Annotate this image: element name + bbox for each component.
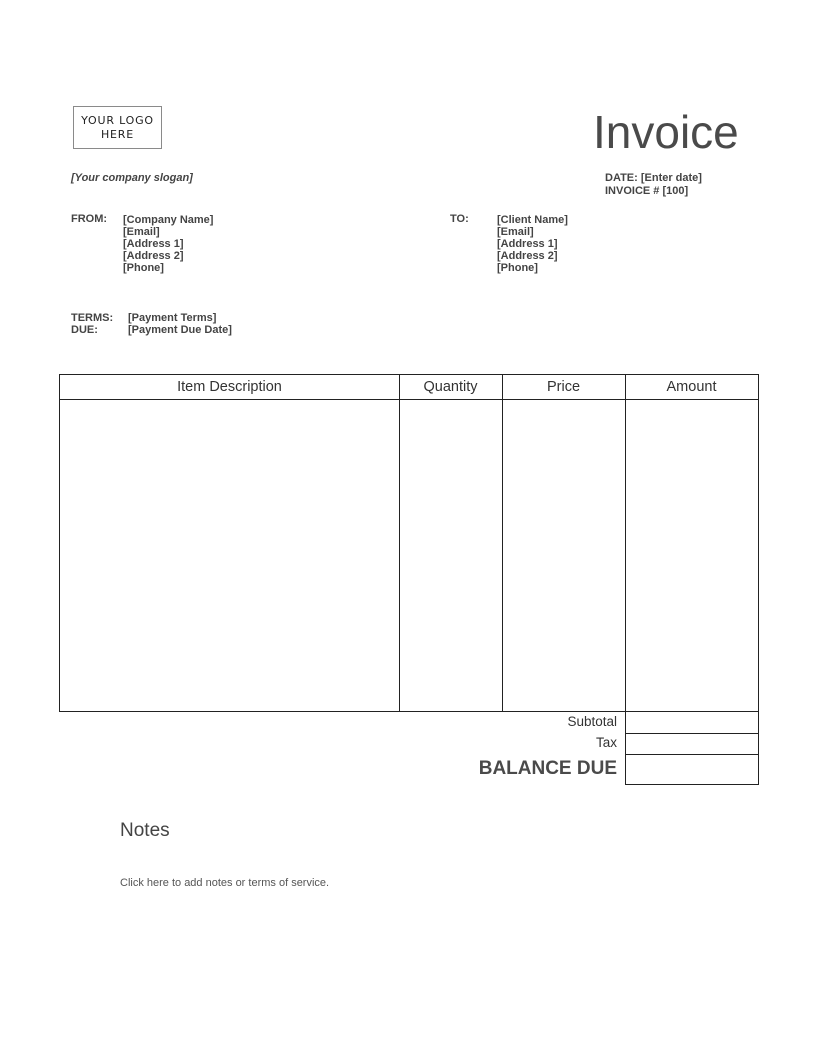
- items-table: [59, 374, 759, 712]
- to-email[interactable]: [Email]: [497, 226, 534, 238]
- balance-due-label: BALANCE DUE: [478, 758, 617, 779]
- due-label: DUE:: [71, 324, 98, 336]
- due-value[interactable]: [Payment Due Date]: [128, 324, 232, 336]
- price-column[interactable]: [502, 375, 626, 711]
- notes-title: Notes: [120, 820, 170, 841]
- to-address-block[interactable]: [497, 214, 568, 274]
- from-email[interactable]: [Email]: [123, 226, 160, 238]
- subtotal-value[interactable]: [625, 711, 759, 734]
- to-phone[interactable]: [Phone]: [497, 262, 538, 274]
- from-company-name[interactable]: [Company Name]: [123, 214, 214, 226]
- from-phone[interactable]: [Phone]: [123, 262, 164, 274]
- logo-line-2: HERE: [100, 127, 134, 141]
- from-address-2[interactable]: [Address 2]: [123, 250, 184, 262]
- terms-value[interactable]: [Payment Terms]: [128, 312, 217, 324]
- to-address-1[interactable]: [Address 1]: [497, 238, 558, 250]
- tax-label: Tax: [595, 735, 617, 750]
- to-label: TO:: [450, 213, 469, 225]
- quantity-column[interactable]: [399, 375, 503, 711]
- document-title: Invoice: [593, 106, 739, 158]
- from-label: FROM:: [71, 213, 108, 225]
- company-slogan[interactable]: [Your company slogan]: [71, 172, 193, 184]
- invoice-meta: [605, 172, 702, 198]
- invoice-number[interactable]: INVOICE # [100]: [605, 185, 689, 197]
- logo-line-1: YOUR LOGO: [81, 113, 154, 127]
- company-logo: [73, 106, 162, 149]
- to-client-name[interactable]: [Client Name]: [497, 214, 568, 226]
- balance-due-value[interactable]: [625, 754, 759, 785]
- tax-value[interactable]: [625, 733, 759, 755]
- subtotal-label: Subtotal: [567, 714, 617, 729]
- from-address-1[interactable]: [Address 1]: [123, 238, 184, 250]
- notes-text[interactable]: Click here to add notes or terms of service.: [120, 877, 330, 889]
- from-address-block[interactable]: [123, 214, 213, 274]
- terms-label: TERMS:: [71, 312, 114, 324]
- header-item-description: Item Description: [177, 379, 282, 395]
- to-address-2[interactable]: [Address 2]: [497, 250, 558, 262]
- header-price: Price: [546, 379, 581, 395]
- invoice-date[interactable]: DATE: [Enter date]: [605, 172, 702, 184]
- header-quantity: Quantity: [423, 379, 478, 395]
- header-amount: Amount: [666, 379, 717, 395]
- description-column[interactable]: [60, 375, 400, 711]
- header-divider: [60, 399, 758, 400]
